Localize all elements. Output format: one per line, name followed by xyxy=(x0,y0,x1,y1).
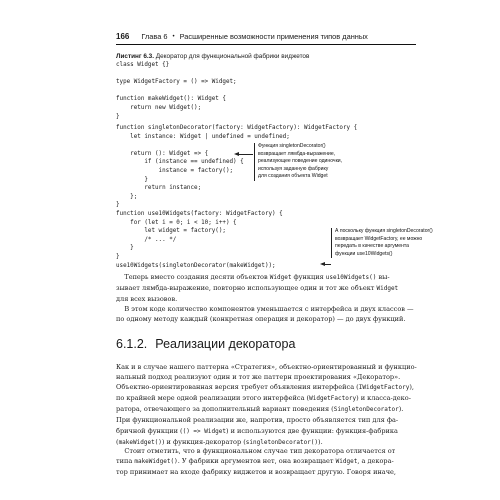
code-line: function singletonDecorator(factory: WidgetFactory): WidgetFactory { xyxy=(116,125,358,131)
inline-code: makeWidget() xyxy=(134,458,178,466)
paragraph-now-instead xyxy=(116,272,416,304)
annotation-widget-factory: А поскольку функция singletonDecorator() возвращает WidgetFactory, ее можно передать в качестве аргумента функции use10Widgets() xyxy=(331,228,433,258)
code-block-widget xyxy=(116,61,237,121)
code-line: class Widget {} xyxy=(116,62,170,68)
text-run: функция xyxy=(291,273,326,281)
inline-code: WidgetFactory xyxy=(309,395,357,403)
code-line: instance = factory(); xyxy=(116,167,234,174)
inline-code: use10Widgets() xyxy=(325,274,377,281)
code-line: let instance: Widget | undefined = undefined; xyxy=(116,133,290,140)
text-run: Теперь вместо создания десяти объектов xyxy=(116,273,270,281)
text-run: бричной функции ( xyxy=(116,426,183,435)
code-line: } xyxy=(116,253,120,260)
running-header xyxy=(116,31,408,43)
arrowhead-1 xyxy=(234,152,239,156)
code-block-call xyxy=(116,262,276,271)
text-run: нальный подход реализуют один и тот же паттерн проектирования «Декоратор». xyxy=(116,373,401,382)
text-run: ) и класса-деко- xyxy=(356,394,411,403)
listing-caption xyxy=(116,52,309,61)
inline-code: IWidgetFactory xyxy=(358,384,410,392)
code-line: return instance; xyxy=(116,185,202,192)
code-line: } xyxy=(116,202,120,209)
code-line: let widget = factory(); xyxy=(116,228,226,235)
text-run: ) и используются две функции: функция-фабрика xyxy=(225,426,398,435)
text-run: При функциональной реализации же, напротив, просто объявляется тип для фа- xyxy=(116,416,399,425)
text-run: ) и функция-декоратор ( xyxy=(161,437,246,446)
header-separator: • xyxy=(172,34,175,40)
chapter-title: Расширенные возможности применения типов данных xyxy=(179,32,368,41)
code-line: function use10Widgets(factory: WidgetFactory) { xyxy=(116,211,283,217)
code-line: } xyxy=(116,176,148,183)
code-line: return (): Widget => { xyxy=(116,150,209,157)
text-run: типа xyxy=(116,457,135,466)
code-line: } xyxy=(116,113,120,120)
inline-code: makeWidget() xyxy=(118,438,162,446)
code-line: use10Widgets(singletonDecorator(makeWidget)); xyxy=(116,263,276,269)
text-run: ратора, отвечающего за дополнительный вариант поведения ( xyxy=(116,405,334,414)
text-run: Как и в случае нашего паттерна «Стратегия», объектно-ориентированный и функцио- xyxy=(116,363,417,371)
paragraph-worth-noting xyxy=(116,446,416,477)
text-run: по одному методу каждый (конкретная операция и декоратор) — до двух функций. xyxy=(116,315,406,324)
inline-code: Widget xyxy=(335,458,358,466)
code-line: type WidgetFactory = () => Widget; xyxy=(116,79,237,86)
text-run: для всех вызовов. xyxy=(116,295,178,304)
text-run: тор принимает на входе фабрику виджетов и возвращает другую. Говоря иначе, xyxy=(116,468,396,477)
text-run: вы- xyxy=(376,273,390,281)
code-line: }; xyxy=(116,193,138,200)
text-run: зывает лямбда-выражение, повторно использующее один и тот же объект xyxy=(116,284,377,293)
annotation-arrow-1 xyxy=(237,154,253,155)
text-run: ). xyxy=(398,405,404,414)
paragraph-strategy xyxy=(116,362,416,448)
text-run: ), xyxy=(409,383,414,392)
text-run: ). xyxy=(318,437,323,446)
code-line: } xyxy=(116,245,134,252)
page-number: 166 xyxy=(116,32,130,41)
text-run: ( xyxy=(116,437,119,446)
text-run: Объектно-ориентированная версия требует объявления интерфейса ( xyxy=(116,383,359,392)
text-run: по крайней мере одной реализации этого интерфейса ( xyxy=(116,394,310,403)
inline-code: SingletonDecorator xyxy=(333,406,399,414)
code-block-use10widgets xyxy=(116,210,283,262)
inline-code: Widget xyxy=(376,285,399,293)
chapter-label: Глава 6 xyxy=(141,32,168,41)
header-rule xyxy=(116,44,416,45)
section-heading xyxy=(116,336,295,352)
code-line: if (instance == undefined) { xyxy=(116,159,244,166)
arrowhead-2 xyxy=(320,262,325,266)
section-number: 6.1.2. xyxy=(116,337,148,351)
code-line: for (let i = 0; i < 10; i++) { xyxy=(116,219,237,226)
text-run: Стоит отметить, что в функциональном случае тип декоратора отличается от xyxy=(116,447,396,455)
text-run: , а декора- xyxy=(357,457,394,466)
code-line: /* ... */ xyxy=(116,236,177,243)
inline-code: () => Widget xyxy=(182,427,226,435)
text-run: . У фабрики аргументов нет, она возвращает xyxy=(177,457,336,466)
annotation-singleton: Функция singletonDecorator() возвращает лямбда-выражение, реализующее поведение одиночки, используя заданную фабрику для создания объекта Widget xyxy=(254,143,342,181)
inline-code: Widget xyxy=(269,274,292,281)
code-line: function makeWidget(): Widget { xyxy=(116,96,226,103)
code-line: return new Widget(); xyxy=(116,104,202,111)
inline-code: singletonDecorator() xyxy=(245,438,319,446)
listing-title: Декоратор для функциональной фабрики виджетов xyxy=(155,53,310,60)
text-run: В этом коде количество компонентов уменьшается с интерфейса и двух классов — xyxy=(116,305,414,313)
section-title: Реализации декоратора xyxy=(155,337,296,351)
listing-label: Листинг 6.3. xyxy=(116,53,154,60)
paragraph-component-count xyxy=(116,304,416,324)
